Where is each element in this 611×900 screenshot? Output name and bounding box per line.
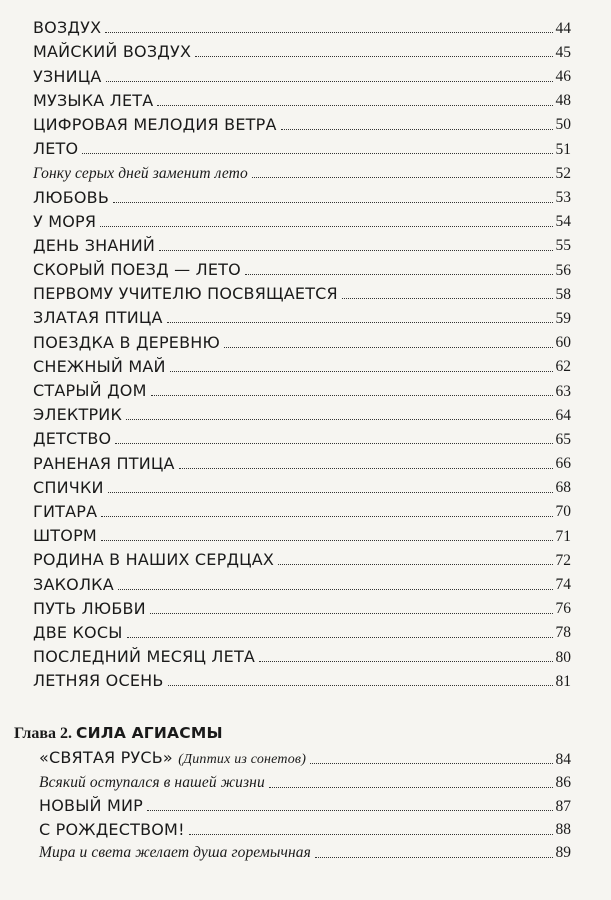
toc-entry[interactable] [33, 60, 571, 84]
entry-title [39, 750, 306, 767]
dot-leader [269, 786, 553, 788]
dot-leader [168, 684, 553, 686]
entry-page: 87 [555, 797, 571, 815]
toc-entry[interactable] [33, 109, 571, 133]
entry-page: 71 [555, 527, 571, 545]
toc-entry[interactable] [33, 302, 571, 326]
dot-leader [195, 55, 552, 57]
dot-leader [106, 80, 553, 82]
entry-page: 80 [555, 648, 571, 666]
entry-page: 44 [555, 19, 571, 37]
entry-title: ЗЛАТАЯ ПТИЦА [33, 308, 163, 328]
entry-title: СНЕЖНЫЙ МАЙ [33, 356, 166, 376]
toc-entry[interactable] [33, 544, 571, 568]
toc-entry[interactable] [33, 326, 571, 350]
entry-page: 51 [555, 140, 571, 158]
entry-page: 66 [555, 455, 571, 473]
entry-title: ПОСЛЕДНИЙ МЕСЯЦ ЛЕТА [33, 647, 256, 667]
entry-title: ЛЕТО [33, 139, 79, 159]
toc-entry[interactable] [33, 375, 571, 399]
toc-entry[interactable] [33, 496, 571, 520]
entry-page: 55 [555, 237, 571, 255]
dot-leader [82, 152, 552, 154]
entry-title: Всякий оступался в нашей жизни [39, 774, 265, 792]
entry-page: 88 [555, 821, 571, 839]
entry-page: 60 [555, 334, 571, 352]
dot-leader [278, 563, 552, 565]
dot-leader [113, 201, 552, 203]
entry-page: 70 [555, 503, 571, 521]
chapter-prefix: Глава 2. [14, 725, 72, 742]
entry-title: ПОЕЗДКА В ДЕРЕВНЮ [33, 332, 220, 352]
toc-entry[interactable] [33, 206, 571, 230]
entry-title: ШТОРМ [33, 526, 97, 546]
entry-title: ДЕТСТВО [33, 429, 112, 449]
entry-page: 65 [555, 430, 571, 448]
entry-page: 76 [555, 600, 571, 618]
dot-leader [126, 418, 552, 420]
dot-leader [115, 442, 552, 444]
dot-leader [118, 588, 553, 590]
toc-entry[interactable] [33, 85, 571, 109]
entry-title: РАНЕНАЯ ПТИЦА [33, 453, 175, 473]
dot-leader [245, 273, 553, 275]
entry-page: 72 [555, 551, 571, 569]
dot-leader [179, 467, 553, 469]
toc-entry[interactable] [39, 767, 571, 790]
dot-leader [342, 297, 553, 299]
entry-page: 54 [555, 213, 571, 231]
entry-page: 68 [555, 479, 571, 497]
dot-leader [157, 104, 552, 106]
dot-leader [127, 636, 553, 638]
toc-entry[interactable] [33, 133, 571, 157]
entry-page: 81 [555, 672, 571, 690]
dot-leader [252, 176, 553, 178]
dot-leader [101, 539, 553, 541]
entry-page: 86 [555, 774, 571, 792]
entry-title: ГИТАРА [33, 501, 98, 521]
toc-entry[interactable] [33, 520, 571, 544]
toc-entry[interactable] [33, 617, 571, 641]
entry-title: УЗНИЦА [33, 66, 102, 86]
entry-page: 56 [555, 261, 571, 279]
toc-entry[interactable] [33, 181, 571, 205]
entry-title: НОВЫЙ МИР [39, 796, 143, 816]
entry-title: МАЙСКИЙ ВОЗДУХ [33, 42, 192, 62]
entry-page: 84 [555, 750, 571, 768]
dot-leader [315, 856, 553, 858]
entry-page: 78 [555, 624, 571, 642]
toc-entry[interactable] [33, 157, 571, 181]
toc-entry[interactable] [33, 36, 571, 60]
entry-page: 53 [555, 189, 571, 206]
toc-entry[interactable] [33, 423, 571, 447]
entry-page: 48 [555, 92, 571, 110]
dot-leader [224, 346, 553, 348]
dot-leader [259, 660, 552, 662]
dot-leader [147, 809, 553, 811]
toc-list-chapter2 [39, 744, 571, 861]
toc-entry[interactable] [39, 838, 571, 861]
dot-leader [108, 491, 553, 493]
chapter-name: СИЛА АГИАСМЫ [76, 724, 223, 742]
toc-entry[interactable] [33, 399, 571, 423]
entry-title: ЛЕТНЯЯ ОСЕНЬ [33, 671, 164, 691]
toc-list-part1 [33, 12, 571, 689]
entry-title: ЦИФРОВАЯ МЕЛОДИЯ ВЕТРА [33, 114, 277, 134]
entry-title: РОДИНА В НАШИХ СЕРДЦАХ [33, 550, 275, 570]
entry-page: 89 [555, 844, 571, 862]
entry-page: 46 [555, 68, 571, 86]
entry-title: СКОРЫЙ ПОЕЗД — ЛЕТО [33, 260, 241, 280]
entry-page: 58 [555, 285, 571, 303]
toc-entry[interactable] [33, 230, 571, 254]
entry-page: 63 [555, 382, 571, 400]
toc-entry[interactable] [33, 641, 571, 665]
entry-page: 62 [555, 358, 571, 376]
entry-title: ПУТЬ ЛЮБВИ [33, 598, 146, 618]
entry-title: СТАРЫЙ ДОМ [33, 381, 147, 400]
entry-title: ЗАКОЛКА [33, 574, 114, 594]
dot-leader [167, 321, 553, 323]
entry-title: ДЕНЬ ЗНАНИЙ [33, 235, 156, 255]
entry-title: Мира и света желает душа горемычная [39, 844, 311, 862]
entry-page: 52 [555, 164, 571, 182]
dot-leader [189, 833, 553, 835]
dot-leader [100, 225, 552, 227]
entry-title: У МОРЯ [33, 211, 97, 231]
entry-title: ВОЗДУХ [33, 18, 102, 38]
dot-leader [310, 762, 552, 764]
dot-leader [159, 249, 552, 251]
dot-leader [151, 394, 553, 396]
entry-title: СПИЧКИ [33, 477, 104, 497]
dot-leader [150, 612, 553, 614]
toc-entry[interactable] [33, 665, 571, 689]
entry-page: 64 [555, 406, 571, 424]
entry-page: 50 [555, 116, 571, 134]
dot-leader [101, 515, 552, 517]
entry-title: Гонку серых дней заменит лето [33, 164, 248, 182]
entry-page: 45 [555, 43, 571, 61]
entry-page: 74 [555, 576, 571, 593]
toc-entry[interactable] [33, 447, 571, 471]
toc-entry[interactable] [39, 791, 571, 814]
toc-entry[interactable] [39, 814, 571, 837]
entry-title: ЭЛЕКТРИК [33, 405, 123, 425]
entry-title-main: «СВЯТАЯ РУСЬ» [39, 748, 173, 768]
entry-subtitle: (Диптих из сонетов) [178, 752, 307, 768]
entry-title: МУЗЫКА ЛЕТА [33, 90, 154, 110]
toc-entry[interactable] [33, 351, 571, 375]
entry-page: 59 [555, 309, 571, 327]
dot-leader [281, 128, 553, 130]
chapter-heading [14, 724, 223, 743]
toc-entry[interactable] [33, 472, 571, 496]
toc-entry[interactable] [39, 744, 571, 767]
dot-leader [105, 31, 552, 33]
toc-entry[interactable] [33, 568, 571, 592]
dot-leader [170, 370, 553, 372]
toc-entry[interactable] [33, 12, 571, 36]
toc-entry[interactable] [33, 593, 571, 617]
toc-entry[interactable] [33, 254, 571, 278]
toc-entry[interactable] [33, 278, 571, 302]
entry-title: С РОЖДЕСТВОМ! [39, 819, 185, 839]
entry-title: ЛЮБОВЬ [33, 187, 110, 207]
entry-title: ДВЕ КОСЫ [33, 622, 123, 642]
entry-title: ПЕРВОМУ УЧИТЕЛЮ ПОСВЯЩАЕТСЯ [33, 284, 338, 304]
